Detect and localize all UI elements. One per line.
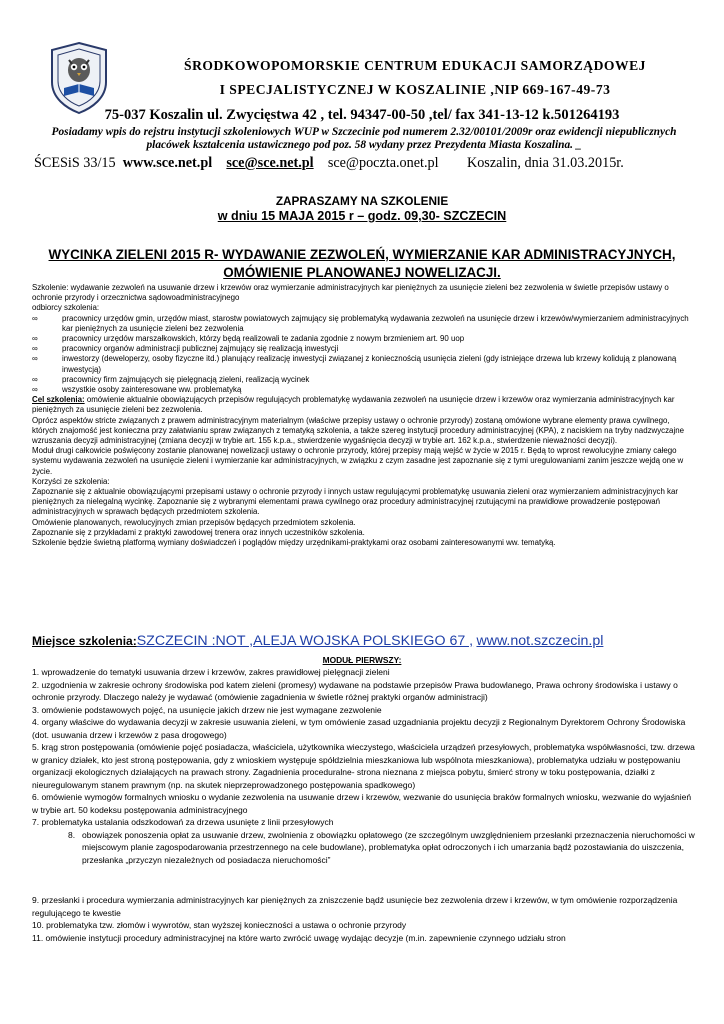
paragraph: Zapoznanie się z przykładami z praktyki zawodowej trenera oraz innych uczestników szkolenia.: [32, 527, 365, 537]
infinity-bullet-icon: ∞: [32, 385, 38, 395]
infinity-bullet-icon: ∞: [32, 374, 38, 384]
program-item-number: 8.: [68, 829, 76, 840]
program-item: [32, 829, 698, 867]
intro-text: Szkolenie: wydawanie zezwoleń na usuwanie drzew i krzewów oraz wymierzanie administracyjnych kar pieniężnych za usunięcie zieleni bez zezwolenia w świetle przepisów ustawy o ochronie przyrody i orzecznictwa sądowoadministracyjnego: [32, 283, 669, 303]
list-item: ∞ wszystkie osoby zainteresowane ww. problematyką: [32, 385, 242, 395]
infinity-bullet-icon: ∞: [32, 313, 38, 323]
program-item: 5. krąg stron postępowania (omówienie pojęć posiadacza, właściciela, użytkownika wieczystego, właściciela urządzeń przesyłowych, problematyka współwłasności, tzw. drzewa w granicy działek, kto jest stroną postępowania, gdy z wnioskiem występuje spółdzielnia mieszkaniowa lub wspólnota mieszkaniowa), problematyka udziału w postępowaniu organizacji ekologicznych działających na prawach strony. Zagadnienia proceduralne- strona nieznana z miejsca pobytu, śmierć strony w toku postępowania, działki z nieuregulowanym stanem prawnym (np. na skutek nieprzeprowadzonego postępowania spadkowego): [32, 742, 695, 790]
audience-label: odbiorcy szkolenia:: [32, 303, 100, 313]
goal-text: omówienie aktualnie obowiązujących przepisów regulujących problematykę wydawania zezwoleń na usunięcie drzew i krzewów oraz wymierzania administracyjnych kar pieniężnych za usunięcie zieleni bez zezwolenia.: [32, 395, 675, 415]
header-address: 75-037 Koszalin ul. Zwycięstwa 42 , tel. 94347-00-50 ,tel/ fax 341-13-12 k.501264193: [104, 107, 620, 123]
list-item: ∞ pracownicy firm zajmujących się pielęgnacją zieleni, realizacją wycinek: [32, 374, 310, 384]
program-item: 2. uzgodnienia w zakresie ochrony środowiska pod katem zieleni (promesy) wydawane na podstawie przepisów Prawa budowlanego, Prawa ochrony środowiska i ustawy o ochronie przyrody. Dlaczego należy je wydawać (omówienie zagadnienia w świetle różnej praktyki organów administracji): [32, 679, 678, 702]
institution-logo-icon: [44, 40, 114, 116]
list-item: ∞ pracownicy organów administracji publicznej zajmujący się realizacją inwestycji: [32, 344, 339, 354]
program-item: 3. omówienie podstawowych pojęć, na usunięcie jakich drzew nie jest wymagane zezwolenie: [32, 704, 382, 715]
infinity-bullet-icon: ∞: [32, 334, 38, 344]
program-item: 1. wprowadzenie do tematyki usuwania drzew i krzewów, zakres prawidłowej pielęgnacji zieleni: [32, 667, 390, 677]
list-item: ∞ inwestorzy (deweloperzy, osoby fizyczne itd.) planujący realizację inwestycji związanej z koniecznością usunięcia zieleni (gdy istniejące drzewa lub krzewy kolidują z planowaną inwestycją): [32, 354, 677, 374]
list-item: ∞ pracownicy urzędów marszałkowskich, którzy będą realizowali te zadania zgodnie z nowym brzmieniem art. 90 uop: [32, 334, 465, 344]
invitation-date: w dniu 15 MAJA 2015 r – godz. 09,30- SZCZECIN: [217, 209, 507, 223]
audience-list: [32, 314, 696, 396]
program-item: 9. przesłanki i procedura wymierzania administracyjnych kar pieniężnych za zniszczenie bądź usunięcie bez zezwolenia drzew i krzewów, w tym omówienie rozporządzenia regulującego te kwestie: [32, 895, 678, 918]
venue-line: [32, 633, 712, 649]
venue-website-link[interactable]: www.not.szczecin.pl: [476, 633, 604, 649]
paragraph: Omówienie planowanych, rewolucyjnych zmian przepisów będących przedmiotem szkolenia.: [32, 517, 356, 527]
header-registration: Posiadamy wpis do rejstru instytucji szkoleniowych WUP w Szczecinie pod numerem 2.32/00101/2009r oraz ewidencji niepublicznych placówek kształcenia ustawicznego pod poz. 58 wydany przez Prezydenta Miasta Koszalina. _: [51, 126, 677, 151]
training-title: WYCINKA ZIELENI 2015 R- WYDAWANIE ZEZWOLEŃ, WYMIERZANIE KAR ADMINISTRACYJNYCH, OMÓWIENIE PLANOWANEJ NOWELIZACJI.: [48, 247, 676, 280]
venue-address: SZCZECIN :NOT ,ALEJA WOJSKA POLSKIEGO 67 ,: [136, 633, 474, 649]
goal-paragraph: [32, 395, 696, 415]
module-title: MODUŁ PIERWSZY:: [322, 655, 402, 665]
header-institution-name: ŚRODKOWOPOMORSKIE CENTRUM EDUKACJI SAMORZĄDOWEJ: [184, 58, 646, 73]
training-description: [32, 283, 696, 548]
paragraph: Zapoznanie się z aktualnie obowiązującymi przepisami ustawy o ochronie przyrody i innych ustaw regulującymi problematykę usuwania zieleni oraz wymierzaniem administracyjnych kar pieniężnych za nielegalną wycinkę. Zapoznanie się z wybranymi elementami prawa cywilnego oraz procedury administracyjnej rzutującymi na prawidłowe prowadzenie postępowań administracyjnych w sprawach będących przedmiotem szkolenia.: [32, 487, 679, 517]
header-institution-name-2: I SPECJALISTYCZNEJ W KOSZALINIE ,NIP 669-167-49-73: [219, 82, 611, 97]
program-item: 6. omówienie wymogów formalnych wniosku o wydanie zezwolenia na usuwanie drzew i krzewów, wezwanie do usunięcia braków formalnych wniosku, wezwanie do wyjaśnień w trybie art. 50 kodeksu postępowania administracyjnego: [32, 792, 692, 815]
header-contact-line: [34, 155, 704, 172]
infinity-bullet-icon: ∞: [32, 344, 38, 354]
paragraph: Moduł drugi całkowicie poświęcony zostanie planowanej nowelizacji ustawy o ochronie przyrody, której przepisy mają wejść w życie w 2015 r. Będą to wprost rewolucyjne zmiany całego systemu wydawania zezwoleń na usunięcie zieleni i wymierzanie kar administracyjnych, w związku z czym zasadne jest zapoznanie się z tymi uregulowaniami zanim jeszcze wejdą one w życie.: [32, 446, 684, 476]
paragraph: Oprócz aspektów stricte związanych z prawem administracyjnym materialnym (właściwe przepisy ustawy o ochronie przyrody) zostaną omówione wybrane elementy prawa cywilnego, których znajomość jest konieczna przy załatwianiu spraw związanych z tematyką szkolenia, a także szereg instytucji procedury administracyjnej (KPA), z naciskiem na tryby nadzwyczajne wzruszania decyzji administracyjnej (zmiana decyzji w trybie art. 155 k.p.a., stwierdzenie wygaśnięcia decyzji w trybie art. 162 k.p.a., stwierdzenie nieważności decyzji).: [32, 415, 684, 446]
invitation-heading: ZAPRASZAMY NA SZKOLENIE: [275, 194, 449, 208]
program-item: 11. omówienie instytucji procedury administracyjnej na które warto zwrócić uwagę wydając decyzje (m.in. zapewnienie czynnego udziału stron: [32, 932, 566, 943]
spacer: [32, 866, 698, 894]
paragraph: Korzyści ze szkolenia:: [32, 476, 110, 486]
goal-label: Cel szkolenia:: [32, 395, 85, 405]
program-item: 10. problematyka tzw. złomów i wywrotów, stan wyższej konieczności a ustawa o ochronie przyrody: [32, 920, 407, 930]
paragraph: Szkolenie będzie świetną platformą wymiany doświadczeń i poglądów między urzędnikami-praktykami oraz osobami zainteresowanymi ww. tematyką.: [32, 538, 556, 548]
website-link[interactable]: www.sce.net.pl: [122, 155, 213, 171]
infinity-bullet-icon: ∞: [32, 354, 38, 364]
email-link-1[interactable]: sce@sce.net.pl: [226, 155, 314, 171]
program-list: [32, 666, 698, 944]
venue-label: Miejsce szkolenia:: [32, 634, 137, 648]
document-date: Koszalin, dnia 31.03.2015r.: [466, 155, 624, 171]
program-item: 7. problematyka ustalania odszkodowań za drzewa usunięte z linii przesyłowych: [32, 817, 334, 827]
program-item: 4. organy właściwe do wydawania decyzji w zakresie usuwania zieleni, w tym omówienie zasad uzgadniania projektu decyzji z Regionalnym Dyrektorem Ochrony Środowiska (dot. usuwania drzew i krzewów z pasa drogowego): [32, 717, 686, 740]
program-item-text: obowiązek ponoszenia opłat za usuwanie drzew, zwolnienia z obowiązku opłatowego (ze szczególnym uwzględnieniem przesłanki przeznaczenia nieruchomości w miejscowym planie zagospodarowania przestrzennego na cele budowlane), problematyka opłat odroczonych i ich umarzania bądź pozostawiania do uiszczenia, przesłanka „przyczyn niezależnych od posiadacza nieruchomości”: [82, 829, 695, 865]
reference-number: ŚCESiS 33/15: [34, 155, 116, 171]
email-link-2[interactable]: sce@poczta.onet.pl: [327, 155, 439, 171]
list-item: ∞ pracownicy urzędów gmin, urzędów miast, starostw powiatowych zajmujący się problematyką wydawania zezwoleń na usunięcie drzew i krzewów/wymierzaniem administracyjnych kar pieniężnych za usunięcie zieleni bez zezwolenia: [32, 313, 689, 333]
